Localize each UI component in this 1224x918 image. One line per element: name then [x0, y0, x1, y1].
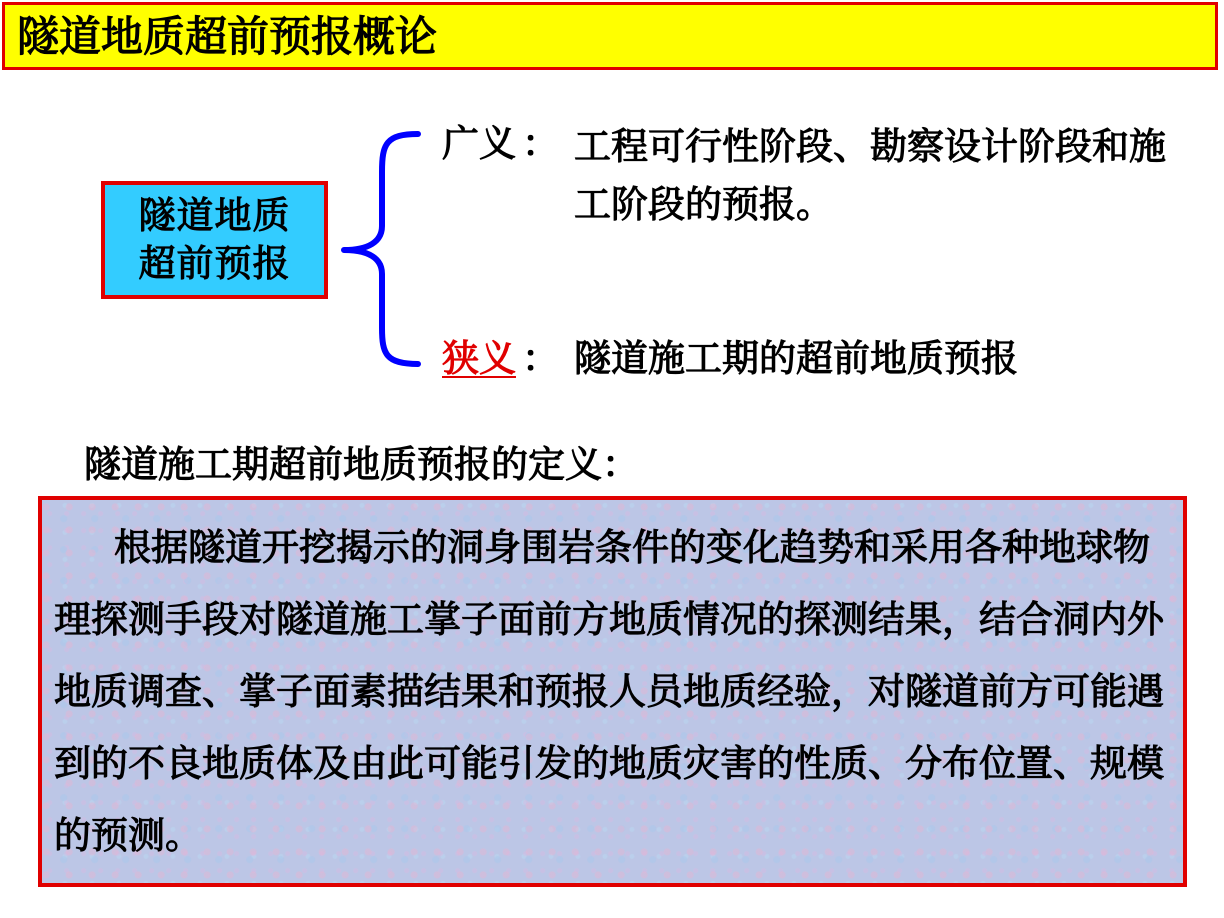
- definition-text: 根据隧道开挖揭示的洞身围岩条件的变化趋势和采用各种地球物理探测手段对隧道施工掌子面前方地质情况的探测结果，结合洞内外地质调查、掌子面素描结果和预报人员地质经验，对隧道前方可能遇到的不良地质体及由此可能引发的地质灾害的性质、分布位置、规模的预测。: [54, 526, 1164, 857]
- curly-brace-icon: [338, 124, 428, 374]
- broad-definition-label: 广义: [442, 122, 516, 165]
- term-label: 隧道地质超前预报: [138, 194, 291, 285]
- term-box: [101, 181, 328, 299]
- slide-title: 隧道地质超前预报概论: [17, 12, 438, 61]
- narrow-definition-text: 隧道施工期的超前地质预报: [574, 337, 1018, 380]
- title-bar: [2, 2, 1218, 70]
- definition-box: [38, 496, 1187, 887]
- broad-definition-colon: ：: [522, 122, 559, 165]
- narrow-definition-label[interactable]: 狭义: [442, 337, 516, 380]
- broad-definition-text: 工程可行性阶段、勘察设计阶段和施工阶段的预报。: [574, 125, 1166, 226]
- narrow-definition-colon: ：: [522, 337, 559, 380]
- section-heading: 隧道施工期超前地质预报的定义：: [84, 443, 639, 486]
